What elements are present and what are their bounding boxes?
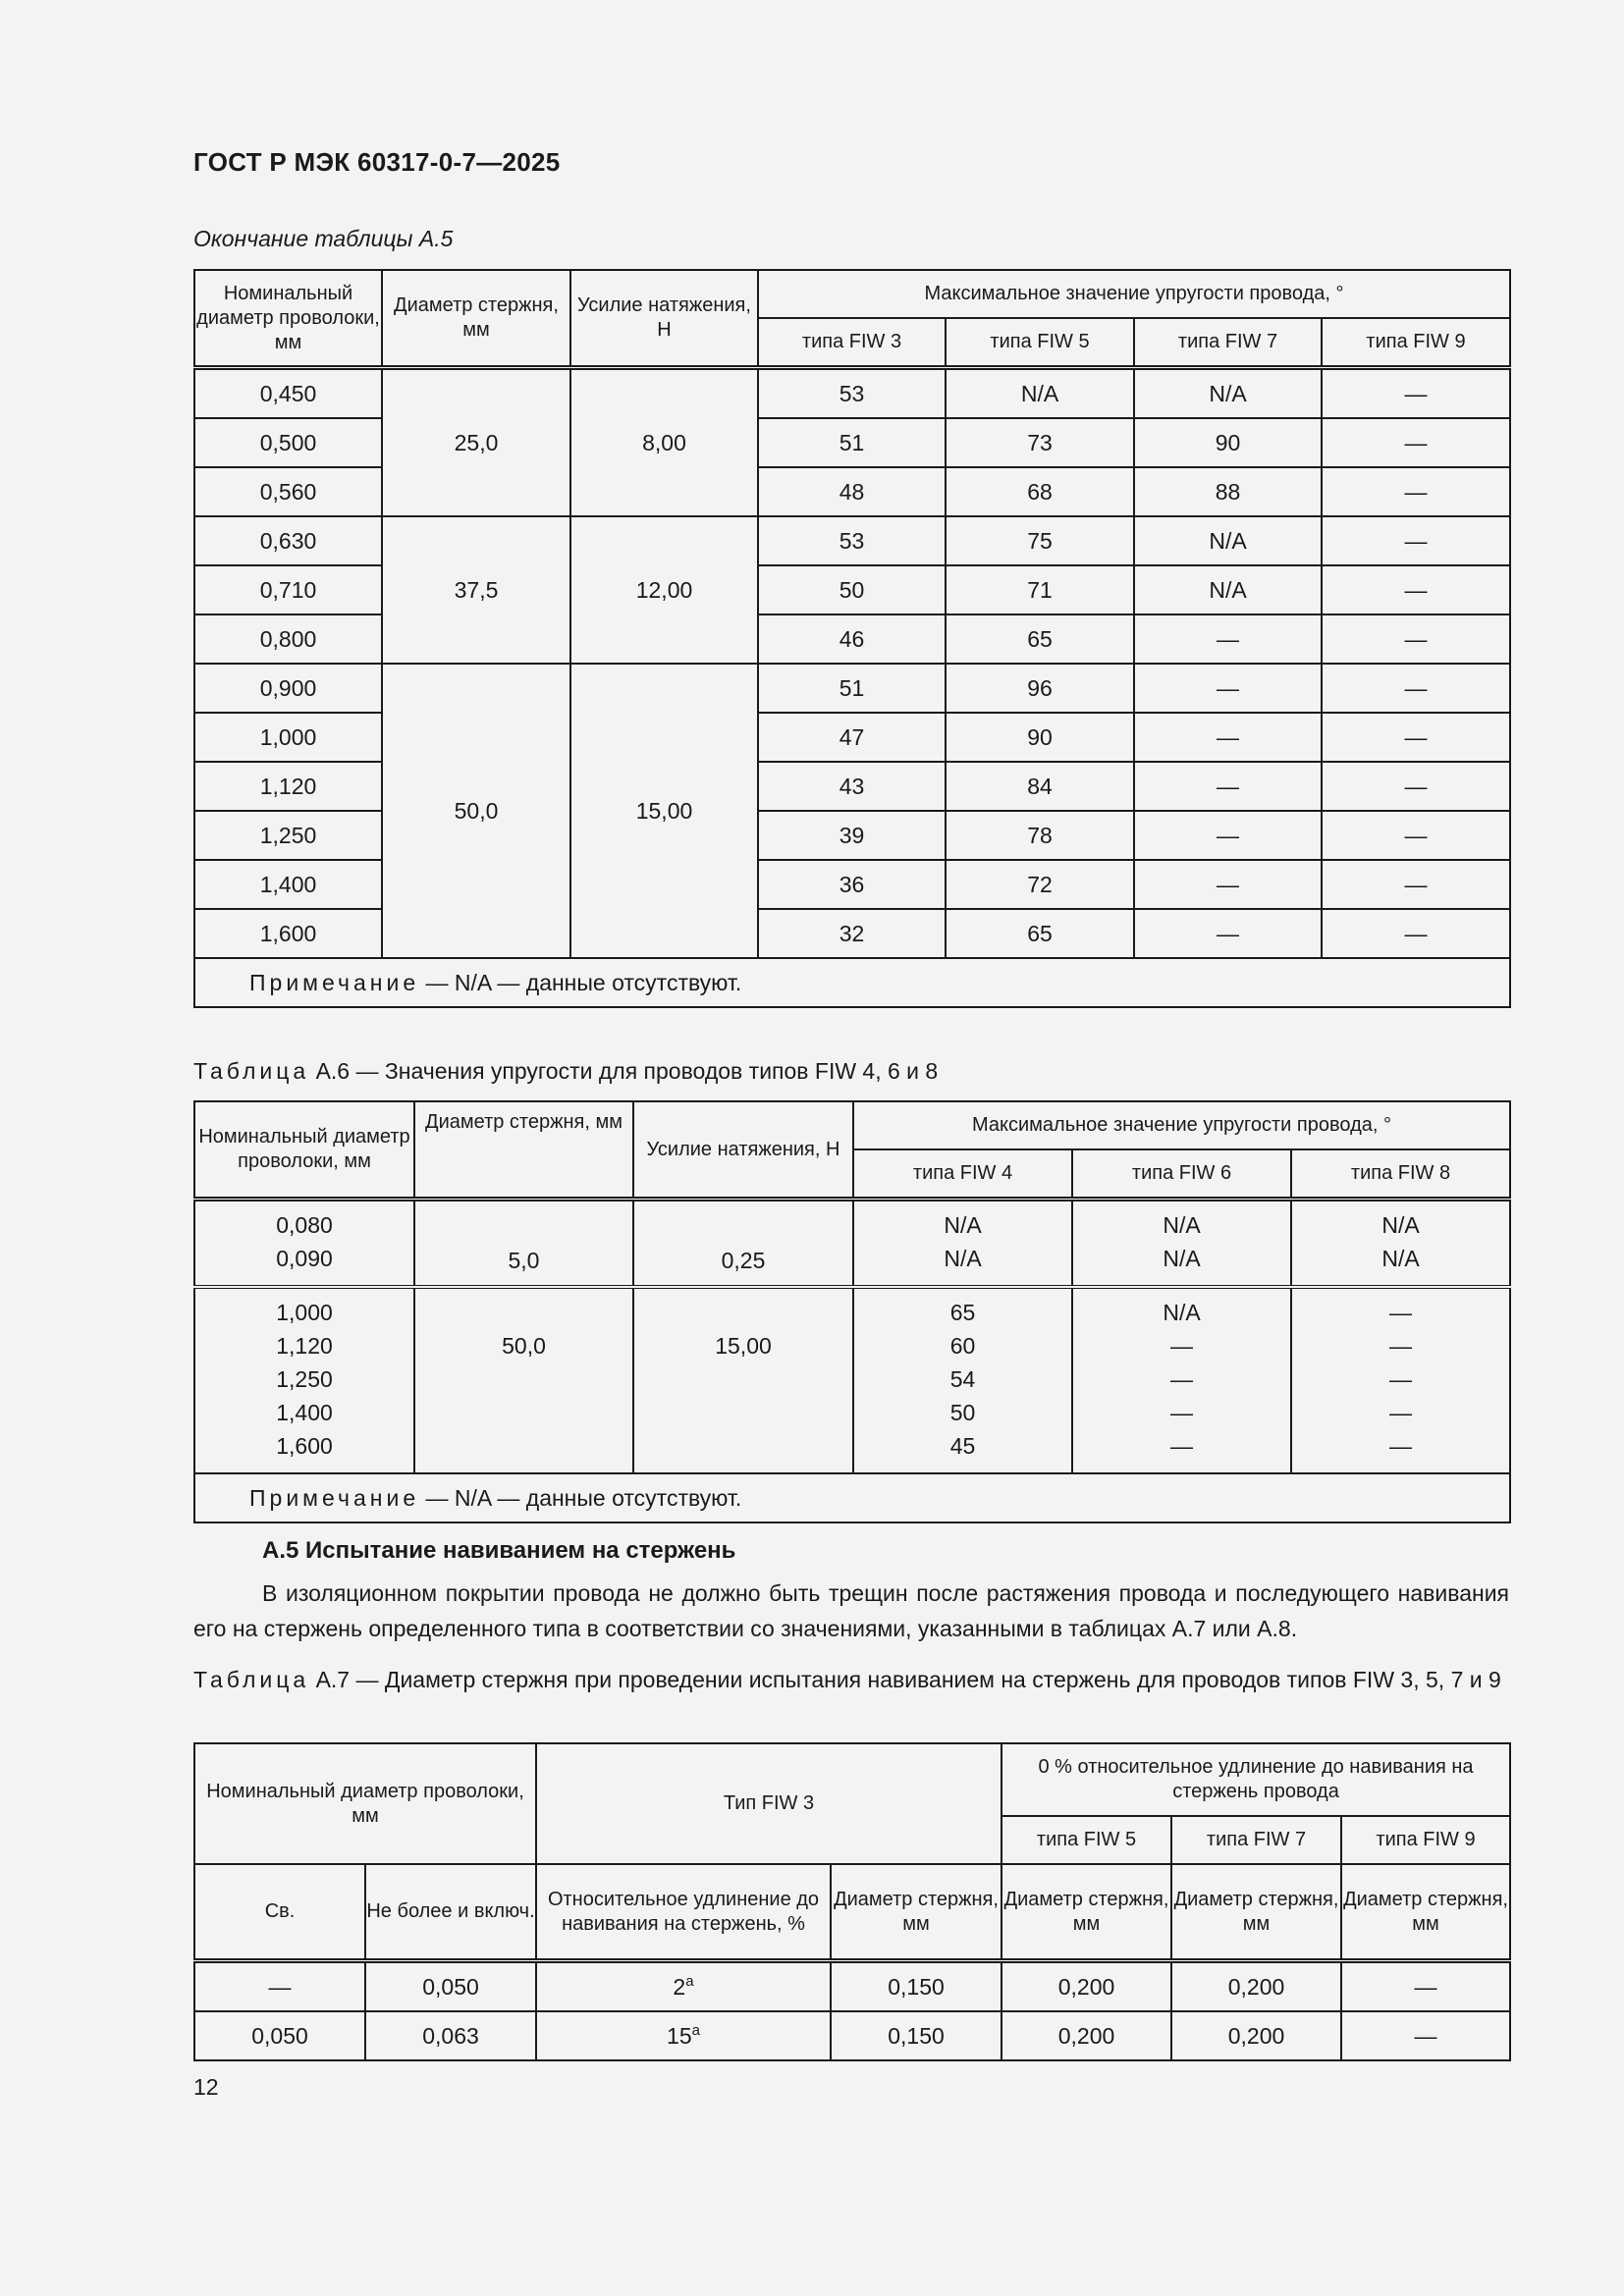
header-fiw4: типа FIW 4 <box>853 1149 1072 1200</box>
header-fiw9: типа FIW 9 <box>1322 318 1510 368</box>
cell-fiw5: 84 <box>946 762 1134 811</box>
cell-fiw5: 65 <box>946 614 1134 664</box>
page-number: 12 <box>193 2074 219 2100</box>
table-a5-caption: Окончание таблицы А.5 <box>193 226 454 251</box>
cell-value: 54 <box>949 1366 976 1392</box>
cell-value: 50 <box>949 1400 976 1425</box>
cell-fiw3: 51 <box>758 664 946 713</box>
header-fiw5: типа FIW 5 <box>946 318 1134 368</box>
cell-rod-diameter: 50,0 <box>382 664 570 958</box>
cell-fiw9: — <box>1322 664 1510 713</box>
header-tension-force: Усилие натяжения, Н <box>633 1101 853 1200</box>
cell-rod-fiw3: 0,150 <box>831 2011 1001 2060</box>
cell-fiw7: N/A <box>1134 565 1322 614</box>
header-fiw9: типа FIW 9 <box>1341 1816 1510 1864</box>
cell-diameters <box>194 1287 414 1473</box>
cell-rod-diameter <box>414 1287 633 1473</box>
cell-diameter: 1,600 <box>194 909 382 958</box>
cell-value: — <box>1389 1400 1412 1425</box>
header-nominal-diameter: Номинальный диаметр проволоки, мм <box>194 1101 414 1200</box>
section-title: А.5 Испытание навиванием на стержень <box>262 1537 736 1564</box>
table-row <box>194 368 1510 419</box>
cell-rod-fiw9: — <box>1341 2011 1510 2060</box>
cell-value: 50,0 <box>502 1333 546 1359</box>
cell-rod-fiw5: 0,200 <box>1001 2011 1171 2060</box>
cell-diameter: 0,800 <box>194 614 382 664</box>
cell-value: — <box>1170 1400 1193 1425</box>
cell-diameter: 0,560 <box>194 467 382 516</box>
note-label: Примечание <box>249 969 420 995</box>
header-rod-diameter: Диаметр стержня, мм <box>382 270 570 368</box>
cell-value: — <box>1389 1300 1412 1325</box>
cell-fiw9: — <box>1322 516 1510 565</box>
cell-value: 1,000 <box>276 1300 333 1325</box>
cell-diameter: 0,900 <box>194 664 382 713</box>
cell-fiw7: 90 <box>1134 418 1322 467</box>
header-fiw5: типа FIW 5 <box>1001 1816 1171 1864</box>
cell-fiw5: 68 <box>946 467 1134 516</box>
cell-value: — <box>1389 1433 1412 1459</box>
cell-fiw7: — <box>1134 762 1322 811</box>
cell-rod-fiw5: 0,200 <box>1001 1961 1171 2012</box>
cell-value: 15,00 <box>715 1333 772 1359</box>
cell-value: N/A <box>1163 1246 1201 1271</box>
cell-diameter: 1,400 <box>194 860 382 909</box>
cell-fiw9: — <box>1322 614 1510 664</box>
cell-value: — <box>1389 1366 1412 1392</box>
cell-fiw9: — <box>1322 762 1510 811</box>
cell-fiw3: 39 <box>758 811 946 860</box>
cell-fiw9: — <box>1322 811 1510 860</box>
table-row <box>194 516 1510 565</box>
cell-value: N/A <box>1163 1300 1201 1325</box>
cell-fiw5: 96 <box>946 664 1134 713</box>
cell-fiw3: 51 <box>758 418 946 467</box>
cell-fiw5: 65 <box>946 909 1134 958</box>
header-relative-elongation: Относительное удлинение до навивания на стержень, % <box>536 1864 831 1961</box>
cell-fiw7: — <box>1134 614 1322 664</box>
cell-fiw7: 88 <box>1134 467 1322 516</box>
cell-value: 65 <box>949 1300 976 1325</box>
header-rod-diameter: Диаметр стержня, мм <box>1341 1864 1510 1961</box>
cell-rod-diameter: 37,5 <box>382 516 570 664</box>
cell-fiw7: N/A <box>1134 368 1322 419</box>
cell-value: — <box>1170 1366 1193 1392</box>
cell-relative-elongation: $2^а$ <box>536 1961 831 2012</box>
cell-fiw3: 36 <box>758 860 946 909</box>
cell-fiw8 <box>1291 1287 1510 1473</box>
table-note <box>194 1473 1510 1522</box>
cell-value: 60 <box>949 1333 976 1359</box>
note-text: — N/A — данные отсутствуют. <box>419 1484 742 1511</box>
note-text: — N/A — данные отсутствуют. <box>419 969 742 995</box>
note-label: Примечание <box>249 1484 420 1511</box>
header-fiw3-type: Тип FIW 3 <box>536 1743 1001 1864</box>
cell-value: 1,250 <box>276 1366 333 1392</box>
cell-fiw9: — <box>1322 909 1510 958</box>
cell-tension-force: 0,25 <box>633 1200 853 1288</box>
cell-fiw7: — <box>1134 860 1322 909</box>
footnote-marker: а <box>685 1973 694 1990</box>
section-paragraph: В изоляционном покрытии провода не должно быть трещин после растяжения провода и последующего навивания его на стержень определенного типа в соответствии со значениями, указанными в таблицах А.7 или А.8. <box>193 1580 1509 1641</box>
cell-rod-fiw9: — <box>1341 1961 1510 2012</box>
cell-fiw5: N/A <box>946 368 1134 419</box>
cell-tension-force: 8,00 <box>570 368 758 517</box>
caption-word: Таблица <box>193 1058 310 1084</box>
header-fiw3: типа FIW 3 <box>758 318 946 368</box>
cell-fiw3: 53 <box>758 368 946 419</box>
cell-value: 0,090 <box>276 1246 333 1271</box>
cell-fiw3: 48 <box>758 467 946 516</box>
cell-diameter: 1,000 <box>194 713 382 762</box>
header-max-springiness: Максимальное значение упругости провода, ° <box>758 270 1510 318</box>
cell-value: 1,400 <box>276 1400 333 1425</box>
cell-rod-fiw7: 0,200 <box>1171 2011 1341 2060</box>
cell-fiw5: 75 <box>946 516 1134 565</box>
header-from: Св. <box>194 1864 365 1961</box>
table-row-group <box>194 1200 1510 1288</box>
cell-up-to: 0,050 <box>365 1961 536 2012</box>
header-nominal-diameter: Номинальный диаметр проволоки, мм <box>194 1743 536 1864</box>
document-header: ГОСТ Р МЭК 60317-0-7—2025 <box>193 147 561 177</box>
cell-fiw4 <box>853 1287 1072 1473</box>
cell-fiw7: — <box>1134 664 1322 713</box>
header-rod-diameter: Диаметр стержня, мм <box>831 1864 1001 1961</box>
cell-value: — <box>1389 1333 1412 1359</box>
cell-value: — <box>1170 1333 1193 1359</box>
cell-fiw3: 32 <box>758 909 946 958</box>
caption-text: А.7 — Диаметр стержня при проведении испытания навиванием на стержень для проводов типов FIW 3, 5, 7 и 9 <box>309 1667 1501 1692</box>
cell-relative-elongation: $15^а$ <box>536 2011 831 2060</box>
cell-value: N/A <box>1381 1246 1420 1271</box>
cell-value: 1,600 <box>276 1433 333 1459</box>
cell-value: 1,120 <box>276 1333 333 1359</box>
header-rod-diameter: Диаметр стержня, мм <box>1171 1864 1341 1961</box>
cell-value: N/A <box>1163 1212 1201 1238</box>
header-up-to: Не более и включ. <box>365 1864 536 1961</box>
cell-diameters <box>194 1200 414 1288</box>
cell-fiw5: 73 <box>946 418 1134 467</box>
header-fiw8: типа FIW 8 <box>1291 1149 1510 1200</box>
cell-fiw5: 90 <box>946 713 1134 762</box>
cell-fiw6 <box>1072 1287 1291 1473</box>
cell-rod-fiw7: 0,200 <box>1171 1961 1341 2012</box>
header-rod-diameter: Диаметр стержня, мм <box>1001 1864 1171 1961</box>
cell-value: N/A <box>1381 1212 1420 1238</box>
table-a5 <box>193 269 1511 1008</box>
cell-tension-force: 12,00 <box>570 516 758 664</box>
table-row <box>194 2011 1510 2060</box>
table-a7-caption <box>193 1664 1509 1696</box>
cell-fiw9: — <box>1322 860 1510 909</box>
cell-fiw8 <box>1291 1200 1510 1288</box>
cell-diameter: 0,450 <box>194 368 382 419</box>
cell-tension-force <box>633 1287 853 1473</box>
caption-word: Таблица <box>193 1667 310 1692</box>
cell-fiw3: 43 <box>758 762 946 811</box>
cell-fiw7: N/A <box>1134 516 1322 565</box>
cell-fiw9: — <box>1322 467 1510 516</box>
header-fiw6: типа FIW 6 <box>1072 1149 1291 1200</box>
cell-fiw3: 50 <box>758 565 946 614</box>
table-note <box>194 958 1510 1007</box>
cell-value: N/A <box>944 1246 982 1271</box>
table-a6 <box>193 1100 1511 1523</box>
cell-fiw3: 46 <box>758 614 946 664</box>
header-rod-diameter: Диаметр стержня, мм <box>414 1101 633 1200</box>
table-row-group <box>194 1287 1510 1473</box>
cell-value: — <box>1170 1433 1193 1459</box>
cell-diameter: 1,250 <box>194 811 382 860</box>
header-fiw7: типа FIW 7 <box>1171 1816 1341 1864</box>
cell-fiw7: — <box>1134 713 1322 762</box>
header-tension-force: Усилие натяжения, Н <box>570 270 758 368</box>
cell-rod-diameter: 5,0 <box>414 1200 633 1288</box>
cell-rod-diameter: 25,0 <box>382 368 570 517</box>
cell-fiw5: 71 <box>946 565 1134 614</box>
table-row <box>194 1961 1510 2012</box>
table-row <box>194 664 1510 713</box>
cell-value: 0,080 <box>276 1212 333 1238</box>
cell-fiw3: 47 <box>758 713 946 762</box>
cell-fiw3: 53 <box>758 516 946 565</box>
cell-diameter: 0,630 <box>194 516 382 565</box>
cell-tension-force: 15,00 <box>570 664 758 958</box>
cell-fiw7: — <box>1134 811 1322 860</box>
table-a6-caption <box>193 1055 938 1088</box>
cell-value: N/A <box>944 1212 982 1238</box>
cell-from: — <box>194 1961 365 2012</box>
cell-fiw4 <box>853 1200 1072 1288</box>
cell-fiw9: — <box>1322 565 1510 614</box>
table-a7 <box>193 1742 1511 2061</box>
cell-fiw6 <box>1072 1200 1291 1288</box>
header-nominal-diameter: Номинальный диаметр проволоки, мм <box>194 270 382 368</box>
cell-rod-fiw3: 0,150 <box>831 1961 1001 2012</box>
cell-diameter: 1,120 <box>194 762 382 811</box>
cell-value: 45 <box>949 1433 976 1459</box>
header-fiw7: типа FIW 7 <box>1134 318 1322 368</box>
caption-text: А.6 — Значения упругости для проводов типов FIW 4, 6 и 8 <box>309 1058 939 1084</box>
cell-fiw5: 72 <box>946 860 1134 909</box>
cell-fiw9: — <box>1322 418 1510 467</box>
cell-diameter: 0,500 <box>194 418 382 467</box>
cell-diameter: 0,710 <box>194 565 382 614</box>
header-zero-elongation: 0 % относительное удлинение до навивания на стержень провода <box>1001 1743 1510 1816</box>
header-max-springiness: Максимальное значение упругости провода, ° <box>853 1101 1510 1149</box>
cell-fiw9: — <box>1322 713 1510 762</box>
cell-fiw9: — <box>1322 368 1510 419</box>
cell-fiw5: 78 <box>946 811 1134 860</box>
cell-fiw7: — <box>1134 909 1322 958</box>
footnote-marker: а <box>691 2022 700 2039</box>
cell-from: 0,050 <box>194 2011 365 2060</box>
cell-up-to: 0,063 <box>365 2011 536 2060</box>
